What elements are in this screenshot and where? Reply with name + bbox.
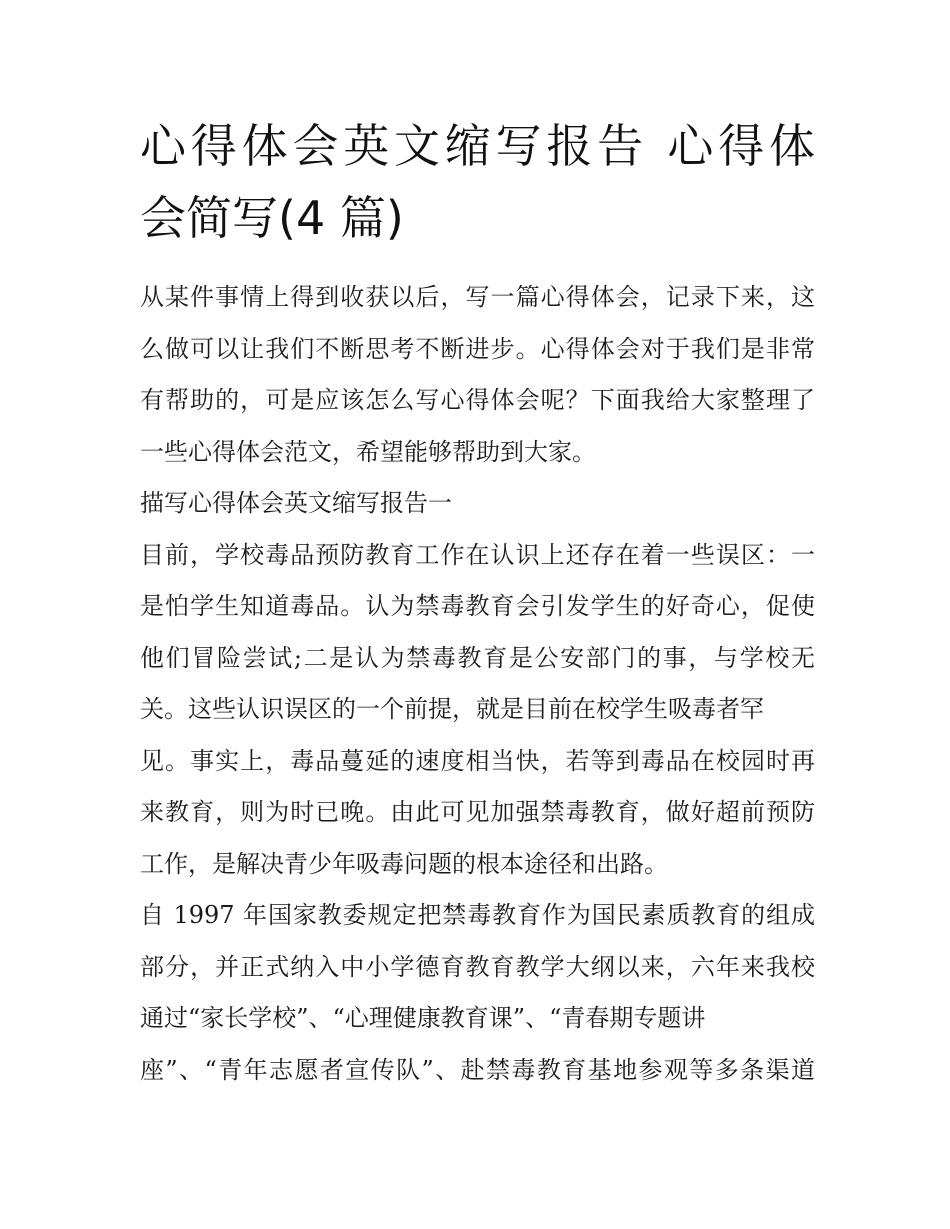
intro-line-2: 么做可以让我们不断思考不断进步。心得体会对于我们是非常 — [140, 334, 815, 363]
para1-line-6: 来教育，则为时已晚。由此可见加强禁毒教育，做好超前预防 — [140, 798, 815, 826]
intro-line-4: 一些心得体会范文，希望能够帮助到大家。 — [140, 437, 596, 466]
para2-line-3: 通过“家长学校”、“心理健康教育课”、“青春期专题讲 — [140, 1004, 706, 1032]
para1-line-3: 他们冒险尝试;二是认为禁毒教育是公安部门的事，与学校无 — [140, 643, 815, 672]
para2-line-2: 部分，并正式纳入中小学德育教育教学大纲以来，六年来我校 — [140, 952, 815, 981]
para2-line-4: 座”、“青年志愿者宣传队”、赴禁毒教育基地参观等多条渠道 — [140, 1055, 815, 1084]
para1-line-4: 关。这些认识误区的一个前提，就是目前在校学生吸毒者罕 — [140, 695, 764, 723]
body-paragraph-1 — [140, 530, 815, 891]
section-heading: 描写心得体会英文缩写报告一 — [140, 489, 452, 517]
para1-line-5: 见。事实上，毒品蔓延的速度相当快，若等到毒品在校园时再 — [140, 746, 815, 775]
intro-line-3: 有帮助的，可是应该怎么写心得体会呢？下面我给大家整理了 — [140, 386, 815, 414]
body-paragraph-2 — [140, 890, 815, 1096]
intro-paragraph — [140, 272, 815, 478]
document-title — [140, 110, 815, 254]
title-line-1: 心得体会英文缩写报告 心得体 — [140, 119, 815, 173]
para1-line-1: 目前，学校毒品预防教育工作在认识上还存在着一些误区：一 — [140, 540, 815, 569]
document-page — [140, 110, 815, 1096]
para1-line-7: 工作，是解决青少年吸毒问题的根本途径和出路。 — [140, 849, 668, 878]
intro-line-1: 从某件事情上得到收获以后，写一篇心得体会，记录下来，这 — [140, 283, 815, 311]
title-line-2: 会简写(4 篇) — [140, 191, 404, 245]
para2-line-1: 自 1997 年国家教委规定把禁毒教育作为国民素质教育的组成 — [140, 901, 815, 929]
para1-line-2: 是怕学生知道毒品。认为禁毒教育会引发学生的好奇心，促使 — [140, 592, 815, 620]
